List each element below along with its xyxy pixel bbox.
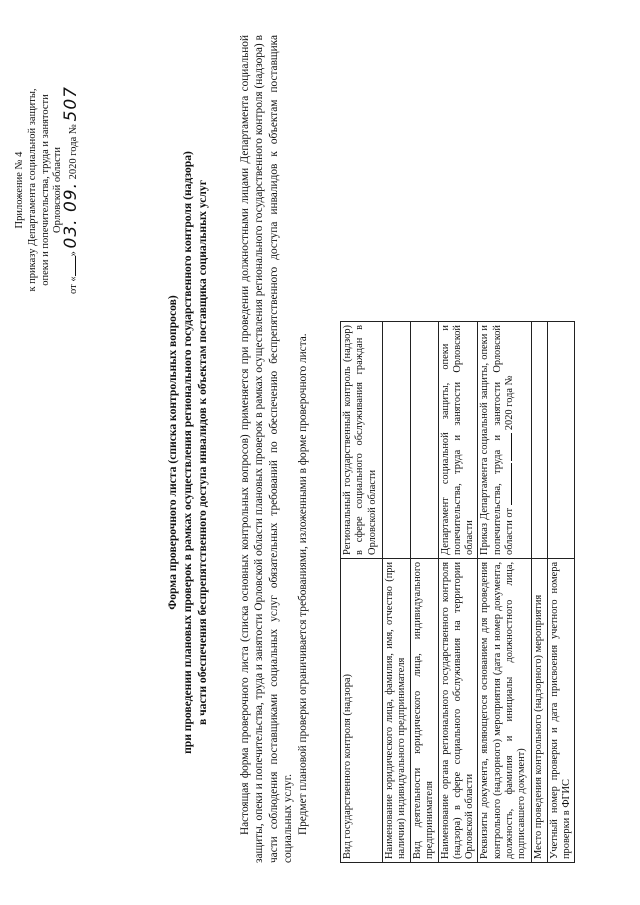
- day-underline: [75, 256, 76, 276]
- handwritten-day: 03. 09.: [61, 182, 82, 249]
- date-blank: [511, 433, 512, 461]
- inspection-table: [340, 321, 575, 863]
- order-number-sign: №: [504, 375, 516, 386]
- row-value: [411, 322, 439, 559]
- row-label: Реквизиты документа, являющегося основанием для проведения контрольного (надзорного) мероприятия (дата и номер документа, должность, фамилия и инициалы должностного лица, подписавшего документ): [478, 558, 532, 862]
- date-mid: »: [68, 251, 80, 257]
- row-value: Департамент социальной защиты, опеки и попечительства, труда и занятости Орловской области: [438, 322, 478, 559]
- row-value: [383, 322, 411, 559]
- row-label: Наименование органа регионального государственного контроля (надзора) в сфере социального обслуживания на территории Орловской области: [438, 558, 478, 862]
- appendix-line: Орловской области: [52, 147, 64, 233]
- table-row: [547, 322, 575, 863]
- date-blank: [511, 463, 512, 505]
- page-title: Форма проверочного листа (списка контрольных вопросов): [166, 295, 179, 610]
- table-row: [341, 322, 383, 863]
- order-year: 2020 года: [504, 387, 516, 431]
- table-row: [438, 322, 478, 863]
- table-row: [532, 322, 547, 863]
- row-label: Наименование юридического лица, фамилия, имя, отчество (при наличии) индивидуального предпринимателя: [383, 558, 411, 862]
- appendix-number: Приложение № 4: [14, 151, 25, 229]
- table-row: [478, 322, 532, 863]
- appendix-line: опеки и попечительства, труда и занятости: [39, 94, 51, 286]
- table-row: [383, 322, 411, 863]
- appendix-line: к приказу Департамента социальной защиты,: [26, 88, 38, 292]
- table-row: [411, 322, 439, 863]
- page-subtitle: в части обеспечения беспрепятственного доступа инвалидов к объектам поставщика социальных услуг: [196, 180, 209, 726]
- row-value: [547, 322, 575, 559]
- intro-text: [238, 35, 310, 863]
- row-label: Учетный номер проверки и дата присвоения учетного номера проверки в ФГИС: [547, 558, 575, 862]
- year-text: 2020 года №: [68, 124, 80, 180]
- appendix-block: [14, 75, 81, 305]
- handwritten-order-number: 507: [61, 86, 82, 122]
- order-text: Приказ Департамента социальной защиты, опеки и попечительства, труда и занятости Орловской области от: [479, 325, 516, 555]
- row-value: [478, 322, 532, 559]
- row-value: Региональный государственный контроль (надзор) в сфере социального обслуживания граждан в Орловской области: [341, 322, 383, 559]
- row-label: Вид государственного контроля (надзора): [341, 558, 383, 862]
- date-prefix: от «: [68, 276, 80, 294]
- row-value: [532, 322, 547, 559]
- intro-paragraph: Предмет плановой проверки ограничивается требованиями, изложенными в форме проверочного листа.: [296, 333, 309, 835]
- page-subtitle: при проведении плановых проверок в рамках осуществления регионального государственного контроля (надзора): [181, 151, 194, 754]
- intro-paragraph: Настоящая форма проверочного листа (списка основных контрольных вопросов) применяется при проведении должностными лицами Департамента социальной защиты, опеки и попечительства, труда и занятости Орловской области плановых проверок в рамках осуществления регионального государственного контроля (надзора) в части соблюдения поставщиками социальных услуг обязательных требований по обеспечению беспрепятственного доступа инвалидов к объектам поставщика социальных услуг.: [239, 35, 295, 863]
- appendix-date-line: [61, 75, 82, 305]
- row-label: Вид деятельности юридического лица, индивидуального предпринимателя: [411, 558, 439, 862]
- row-label: Место проведения контрольного (надзорного) мероприятия: [532, 558, 547, 862]
